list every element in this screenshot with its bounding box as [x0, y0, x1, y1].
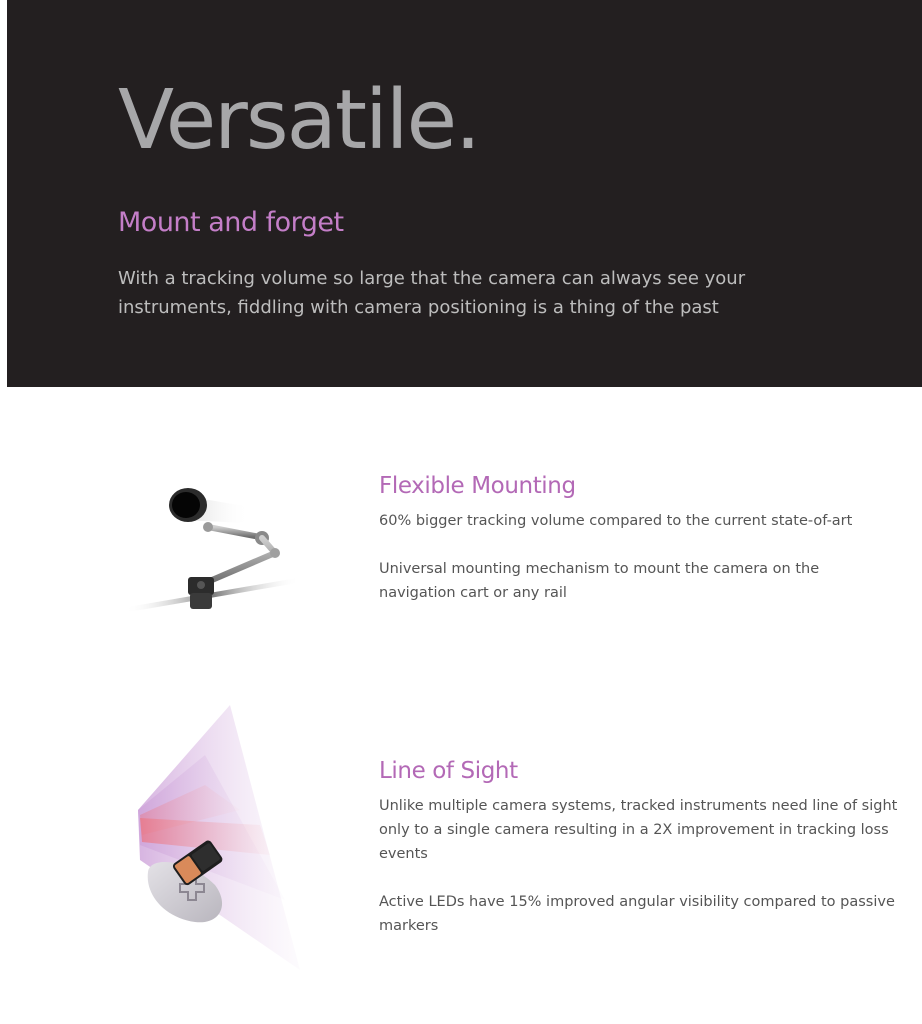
line-of-sight-illustration — [110, 700, 320, 975]
feature-paragraph: Active LEDs have 15% improved angular visibility compared to passive markers — [379, 894, 895, 934]
feature-body — [379, 473, 899, 629]
feature-paragraph: Unlike multiple camera systems, tracked instruments need line of sight only to a single camera resulting in a 2X improvement in tracking loss events — [379, 798, 898, 862]
hero-section — [7, 0, 922, 387]
camera-mount-image — [110, 465, 320, 635]
feature-title: Line of Sight — [379, 758, 518, 784]
line-of-sight-image — [110, 700, 320, 975]
feature-paragraph: 60% bigger tracking volume compared to the current state-of-art — [379, 513, 853, 529]
hero-subtitle: Mount and forget — [118, 207, 344, 238]
feature-paragraph: Universal mounting mechanism to mount the camera on the navigation cart or any rail — [379, 561, 820, 601]
hero-description: With a tracking volume so large that the camera can always see your instruments, fiddling with camera positioning is a thing of the past — [118, 268, 746, 318]
hero-title: Versatile. — [118, 73, 480, 168]
feature-body — [379, 758, 899, 962]
camera-mount-illustration — [110, 465, 320, 635]
feature-title: Flexible Mounting — [379, 473, 576, 499]
